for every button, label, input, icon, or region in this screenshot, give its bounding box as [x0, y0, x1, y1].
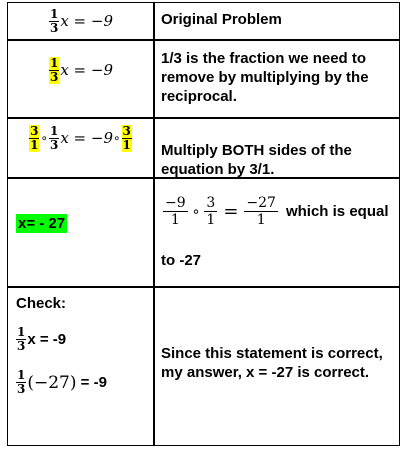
fraction: $\frac{1}{3}$	[49, 123, 59, 152]
fraction: $\frac{1}{3}$	[17, 368, 26, 396]
check-label: Check:	[16, 295, 67, 312]
equation-middle: x = −9	[60, 129, 114, 147]
row4-answer	[8, 178, 153, 268]
fraction: $\frac{1}{3}$	[17, 325, 26, 353]
computation-tail: which is equal	[285, 203, 389, 220]
equals-sign: =	[223, 201, 239, 222]
fraction: $\frac{1}{3}$	[49, 6, 59, 35]
answer-highlight: x= - 27	[18, 214, 66, 232]
row1-description: Original Problem	[161, 11, 282, 28]
fraction: $\frac{-27}{1}$	[246, 195, 276, 228]
row3-equation	[8, 118, 153, 158]
equation-rhs: x = −9	[60, 61, 114, 79]
row2-description: 1/3 is the fraction we need to remove by multiplying by the reciprocal.	[161, 50, 369, 105]
fraction: $\frac{-9}{1}$	[165, 195, 186, 228]
check-line-2: $\frac{1}{3}$ (−27) = -9	[17, 368, 107, 396]
reciprocal-fraction: $\frac{3}{1}$	[30, 123, 39, 152]
row3-description: Multiply BOTH sides of the equation by 3/1.	[161, 142, 352, 178]
row2-equation	[8, 40, 153, 100]
row-divider	[8, 286, 399, 288]
reciprocal-fraction: $\frac{3}{1}$	[122, 123, 131, 152]
row1-equation	[8, 3, 153, 39]
equation-rhs: x = −9	[60, 12, 114, 30]
row5-check	[16, 295, 151, 396]
multiply-operator: ∘	[40, 131, 48, 145]
row4-computation	[161, 195, 389, 228]
column-divider	[153, 3, 155, 445]
row5-description: Since this statement is correct, my answer, x = -27 is correct.	[161, 345, 383, 381]
highlighted-fraction: $\frac{1}{3}$	[49, 55, 59, 84]
multiply-operator: ∘	[113, 131, 121, 145]
row4-result-text: to -27	[161, 252, 202, 269]
fraction: $\frac{3}{1}$	[206, 195, 216, 228]
multiply-operator: ∘	[191, 203, 201, 220]
check-line-1: $\frac{1}{3}$ x = -9	[17, 325, 67, 353]
solution-table	[7, 2, 400, 446]
